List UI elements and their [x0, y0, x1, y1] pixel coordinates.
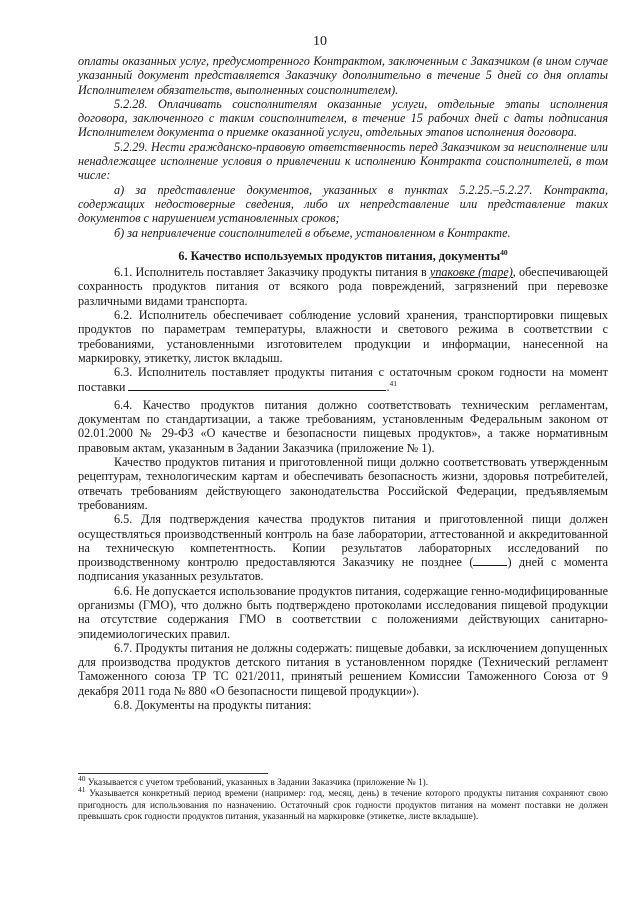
page-number: 10 — [313, 34, 327, 49]
clause-6-3-text: 6.3. Исполнитель поставляет продукты питания с остаточным сроком годности на момент поставки — [78, 365, 608, 394]
section-6-heading — [78, 249, 608, 263]
clause-6-5 — [78, 512, 608, 583]
clause-6-5-text: 6.5. Для подтверждения качества продуктов питания и приготовленной пищи должен осуществляться производственный контроль на базе лаборатории, аттестованной и аккредитованной на техническую компетентность. Копии результатов лабораторных исследований по производственному контролю предоставляются Заказчику не позднее ( — [78, 512, 608, 570]
clause-5-2-28: 5.2.28. Оплачивать соисполнителям оказанные услуги, отдельные этапы исполнения договора, заключенного с таким соисполнителем, в течение 15 рабочих дней с даты подписания Исполнителем документа о приемке оказанной услуги, отдельных этапов исполнения договора. — [78, 96, 608, 140]
footnote-divider — [78, 773, 268, 774]
continuation-paragraph: оплаты оказанных услуг, предусмотренного Контрактом, заключенным с Заказчиком (в ином случае указанный документ представляется Заказчику дополнительно в течение 5 дней со дня оплаты Исполнителем обязательств, выполненных соисполнителем). — [78, 54, 608, 97]
footnote-41-text: Указывается конкретный период времени (например: год, месяц, день) в течение которого продукты питания сохраняют свою пригодность для использования по назначению. Остаточный срок годности продуктов питания на момент поставки не должен превышать срок годности продуктов питания, указанный на маркировке (этикетке, листе вкладыше). — [78, 789, 608, 823]
footnote-40 — [78, 773, 608, 789]
section-6-title: 6. Качество используемых продуктов питания, документы — [178, 248, 501, 263]
clause-6-6: 6.6. Не допускается использование продуктов питания, содержащие генно-модифицированные организмы (ГМО), что должно быть подтверждено протоколами исследования пищевой продукции на отсутствие содержания ГМО в соответствии с положениями действующих санитарно-эпидемиологических правил. — [78, 583, 608, 641]
clause-5-2-29: 5.2.29. Нести гражданско-правовую ответственность перед Заказчиком за неисполнение или ненадлежащее исполнение условия о привлечении к исполнению Контракта соисполнителей, в том числе: — [78, 139, 608, 183]
footnote-ref-41: 41 — [389, 378, 398, 388]
clause-6-1-text: 6.1. Исполнитель поставляет Заказчику продукты питания в — [114, 265, 430, 280]
clause-6-1 — [78, 265, 608, 308]
shelf-life-blank — [128, 380, 386, 391]
clause-6-4: 6.4. Качество продуктов питания должно соответствовать техническим регламентам, документам по стандартизации, а также требованиям, установленным Федеральным законом от 02.01.2000 № 29-ФЗ «О качестве и безопасности пищевых продуктов», а также нормативным правовым актам, указанным в Задании Заказчика (приложение № 1). — [78, 397, 608, 455]
footnote-40-marker: 40 — [78, 773, 86, 783]
clause-5-2-29-a: а) за представление документов, указанных в пунктах 5.2.25.–5.2.27. Контракта, содержащих недостоверные сведения, либо их непредставление или представление таких документов с нарушением установленных сроков; — [78, 182, 608, 226]
footnote-40-text: Указывается с учетом требований, указанных в Задании Заказчика (приложение № 1). — [85, 778, 429, 788]
clause-6-4-quality: Качество продуктов питания и приготовленной пищи должно соответствовать утвержденным рецептурам, технологическим картам и обеспечивать безопасность жизни, здоровья потребителей, отвечать требованиям действующего законодательства Российской Федерации, предъявляемым требованиям. — [78, 455, 608, 512]
footnotes — [78, 773, 608, 824]
document-body — [78, 54, 608, 712]
clause-6-5-text-end: ) дней с момента подписания указанных результатов. — [78, 555, 609, 584]
days-blank — [473, 555, 507, 566]
clause-6-3 — [78, 365, 608, 394]
footnote-41-marker: 41 — [78, 785, 86, 795]
clause-6-2: 6.2. Исполнитель обеспечивает соблюдение условий хранения, транспортировки пищевых продуктов по параметрам температуры, влажности и светового режима в соответствии с требованиями, установленными изготовителем продукции и информации, нанесенной на маркировку, этикетку, листок вкладыш. — [78, 308, 608, 365]
footnote-ref-40: 40 — [500, 247, 508, 257]
clause-5-2-29-b: б) за непривлечение соисполнителей в объеме, установленном в Контракте. — [114, 225, 511, 240]
footnote-41 — [78, 785, 608, 823]
clause-6-7: 6.7. Продукты питания не должны содержать: пищевые добавки, за исключением допущенных для производства продуктов детского питания в установленном порядке (Технический регламент Таможенного союза ТР ТС 021/2011, принятый решением Комиссии Таможенного Союза от 9 декабря 2011 года № 880 «О безопасности пищевой продукции»). — [78, 640, 608, 698]
clause-6-8: 6.8. Документы на продукты питания: — [114, 698, 312, 713]
clause-6-1-packaging: упаковке (таре) — [429, 265, 513, 280]
clause-6-1-text-end: , обеспечивающей сохранность продуктов питания от всякого рода повреждений, загрязнений при перевозке различными видами транспорта. — [78, 265, 608, 308]
clause-6-3-period: . — [386, 379, 390, 394]
